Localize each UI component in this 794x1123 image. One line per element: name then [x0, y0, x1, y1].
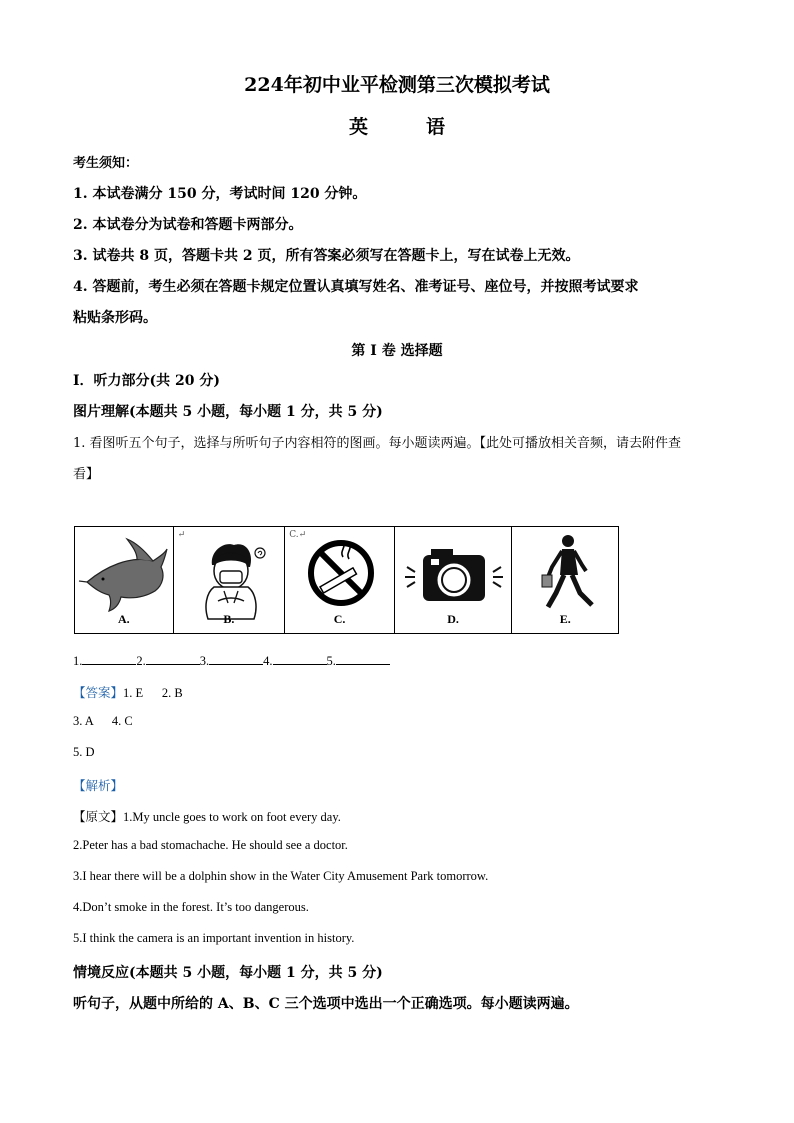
picture-cell-d: [395, 527, 513, 633]
answer-row-3: 5. D: [73, 745, 95, 759]
subject-char-2: 语: [426, 116, 446, 138]
picture-table: [74, 526, 619, 634]
blank-label-1: 1.: [73, 654, 83, 668]
blank-2[interactable]: [146, 653, 200, 665]
original-line-5: 5.I think the camera is an important invention in history.: [73, 931, 355, 945]
notice-item-5: 粘贴条形码。: [73, 310, 157, 326]
section-title: 第 I 卷 选择题: [351, 343, 443, 359]
notice-item-3: 3. 试卷共 8 页，答题卡共 2 页，所有答案必须写在答题卡上，写在试卷上无效。: [73, 248, 580, 264]
original-line-2: 2.Peter has a bad stomachache. He should see a doctor.: [73, 838, 348, 852]
analysis-label: 【解析】: [73, 779, 124, 793]
sub-heading-2: 情境反应(本题共 5 小题，每小题 1 分，共 5 分): [73, 965, 383, 981]
picture-label-e: E.: [559, 612, 571, 626]
sub-instruction-2: 听句子，从题中所给的 A、B、C 三个选项中选出一个正确选项。每小题读两遍。: [73, 996, 579, 1012]
picture-cell-b: [174, 527, 286, 633]
answer-label: 【答案】: [73, 686, 124, 700]
exam-title: 224年初中业平检测第三次模拟考试: [244, 74, 550, 96]
original-line-3: 3.I hear there will be a dolphin show in the Water City Amusement Park tomorrow.: [73, 869, 489, 883]
notice-item-2: 2. 本试卷分为试卷和答题卡两部分。: [73, 217, 303, 233]
blank-3[interactable]: [209, 653, 263, 665]
picture-label-d: D.: [447, 612, 459, 626]
original-label: 【原文】: [73, 810, 124, 824]
original-line-4: 4.Don’t smoke in the forest. It’s too dangerous.: [73, 900, 309, 914]
notice-item-1: 1. 本试卷满分 150 分，考试时间 120 分钟。: [73, 186, 367, 202]
option-mark: C.↵: [289, 530, 307, 540]
blank-1[interactable]: [82, 653, 136, 665]
notice-item-4: 4. 答题前，考生必须在答题卡规定位置认真填写姓名、准考证号、座位号，并按照考试要求: [73, 279, 639, 295]
picture-label-a: A.: [117, 612, 130, 626]
subject-char-1: 英: [348, 116, 368, 138]
blank-label-5: 5.: [326, 654, 336, 668]
picture-label-b: B.: [223, 612, 235, 626]
sub-heading-1: 图片理解(本题共 5 小题，每小题 1 分，共 5 分): [73, 404, 383, 420]
blank-label-3: 3.: [199, 654, 210, 668]
instruction-line-2: 看】: [73, 467, 100, 482]
instruction-line-1: 1. 看图听五个句子，选择与所听句子内容相符的图画。每小题读两遍。【此处可播放相关音频，请去附件查: [73, 436, 682, 451]
answer-text-1: 1. E 2. B: [123, 686, 183, 700]
picture-label-c: C.: [333, 612, 346, 626]
blank-label-4: 4.: [263, 654, 273, 668]
part-heading: Ⅰ．听力部分(共 20 分): [73, 373, 221, 389]
picture-cell-a: [75, 527, 174, 633]
blank-label-2: 2.: [136, 654, 146, 668]
picture-cell-c: [285, 527, 395, 633]
notice-heading: 考生须知：: [73, 156, 139, 171]
picture-cell-e: [512, 527, 618, 633]
return-mark: ↵: [177, 530, 186, 540]
subject-title: [0, 112, 794, 139]
original-line-1: 1.My uncle goes to work on foot every day.: [123, 810, 341, 824]
blank-4[interactable]: [273, 653, 327, 665]
answer-row-2: 3. A 4. C: [73, 714, 133, 728]
answer-row-1: [73, 683, 183, 701]
original-row-1: [73, 807, 341, 825]
answer-blanks: [73, 653, 390, 669]
blank-5[interactable]: [336, 653, 390, 665]
